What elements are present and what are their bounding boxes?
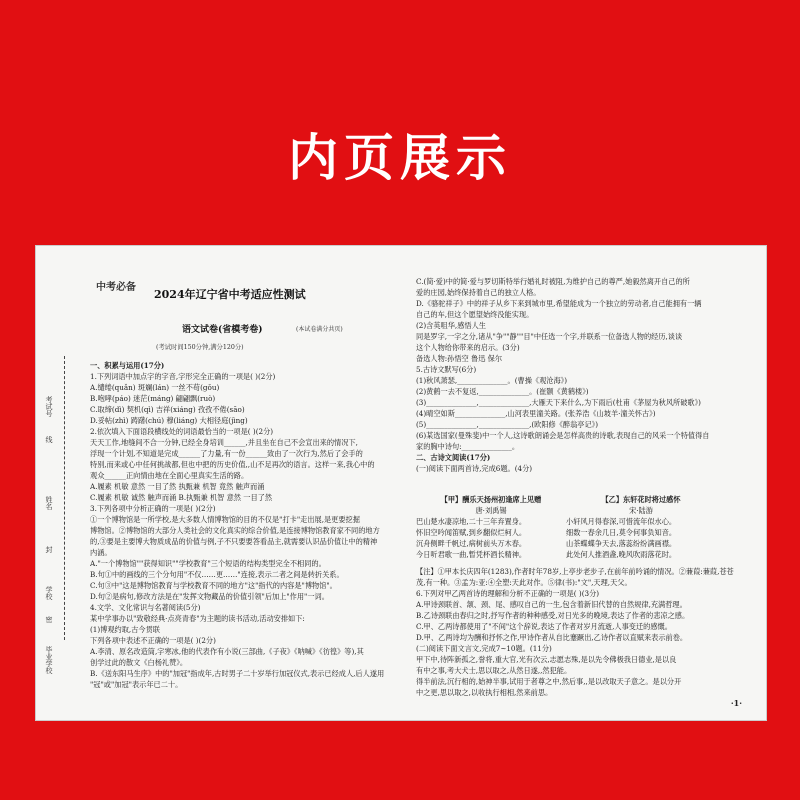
poem-title: 【乙】东轩花时将过感怀 — [601, 495, 681, 504]
text-line: 某中学事办以"致敬经典·点亮青春"为主题的读书活动,活动安排如下: — [90, 614, 305, 623]
banner-title: 内页展示 — [288, 129, 512, 187]
text-line: D.妥帖(zhì) 踌躇(chú) 穆(liáng) 大相径庭(jìng) — [90, 416, 248, 425]
text-line: B.句①中的画线的三个分句用"不仅……更……"连接,表示二者之间是转折关系。 — [90, 570, 344, 579]
text-line: B.咆哮(páo) 迷茫(máng) 翩翩飘(ruò) — [90, 394, 216, 403]
page-note: (本试卷满分共页) — [296, 326, 343, 333]
text-line: A."一个博物馆""获得知识""学校教育"三个短语的结构类型完全不相同的。 — [90, 559, 326, 568]
exam-title: 2024年辽宁省中考适应性测试 — [154, 288, 306, 301]
text-line: C.履素 机敏 诚然 触声而涌 B.执甄兼 机智 意然 一目了然 — [90, 493, 273, 502]
poem-line: 怀旧空吟闻笛赋,到乡翻似烂柯人。 — [416, 528, 527, 537]
text-line: 自己的车,但这个愿望始终没能实现。 — [416, 310, 534, 319]
text-line: 浮现一个计划,不知道是完成______了力量,有一份______致由了一次行为,然后了会手的 — [90, 449, 363, 458]
cut-line — [64, 356, 65, 640]
text-line: 这个人物给你带来的启示。(3分) — [416, 343, 520, 352]
text-line: 2.依次填入下面语段横线处的词语最恰当的一项是( )(2分) — [90, 427, 274, 436]
text-line: D.句②是病句,修改方法是在"发挥文物藏品的价值引领"后加上"作用"一词。 — [90, 592, 329, 601]
text-line: A.李清、原名改造筒,字寒冰,他的代表作有小说(三部曲,《子夜》《呐喊》《彷徨》等),其 — [90, 647, 364, 656]
text-line: (4)晴空如斯______________,山河表里潼关路。(张养浩《山坡羊·潼关怀古》) — [416, 409, 656, 418]
gutter-label: 密 — [45, 616, 53, 623]
gutter-label: 姓名 — [45, 496, 53, 510]
text-line: C.句③中"这是博物馆教育与学校教育不同的地方"这"指代的内容是"博物馆"。 — [90, 581, 337, 590]
text-line: (3)______________,______________,大雁天下来什么,为下雨后(杜甫《茅屋为秋风所破歌》) — [416, 398, 701, 407]
text-line: 同是罗字,一字之分,诸从"争""静""目"中任选一个字,并联系一位备选人物的经历,谈谈 — [416, 332, 683, 341]
text-line: B.《送东阳马生序》中的"加冠"指成年,古时男子二十岁举行加冠仪式,表示已经成人,后人遂用 — [90, 669, 385, 678]
gutter-label: 线 — [45, 436, 53, 443]
text-line: 4.文学、文化常识与名著阅读(5分) — [90, 603, 201, 612]
text-line: 【注】①甲本长庆四年(1283),作者时年78岁,上亭步老步子,在前年前吟诵的情况。②蒹葭:蒹葭,苍苍 — [416, 567, 734, 576]
text-line: 观众______正向情由地在全面心里真实生活的路。 — [90, 471, 249, 480]
poem-title: 【甲】酬乐天扬州初逢席上见赠 — [440, 495, 542, 504]
page-number: ·1· — [730, 698, 742, 708]
poem-line: 今日听君歌一曲,暂凭杯酒长精神。 — [416, 550, 527, 559]
text-line: (1)秋风萧瑟,______________。(曹操《观沧海》) — [416, 376, 568, 385]
text-line: A.履素 机敏 意然 一目了然 执甄兼 机智 竟然 触声而涌 — [90, 482, 265, 491]
text-line: C.取缔(dì) 契机(qì) 吉祥(xiáng) 孜孜不倦(sāo) — [90, 405, 245, 414]
text-line: 1.下列词语中加点字的字音,字形完全正确的一项是( )(2分) — [90, 372, 276, 381]
text-line: A.缱绻(quǎn) 斑斓(lán) 一丝不苟(gǒu) — [90, 383, 220, 392]
publisher-logo: 中考必备 — [96, 282, 136, 293]
text-line: "冠"或"加冠"表示年已二十。 — [90, 680, 183, 689]
poem-line: 细数一春余几日,莫令何事负知音。 — [566, 528, 677, 537]
gutter-label: 封 — [45, 546, 53, 553]
paper-subtitle: 语文试卷(省模考卷) — [182, 325, 263, 335]
text-line: 中之更,思以取之,以收执行相相,然来前思。 — [416, 688, 553, 697]
text-line: D.甲、乙两诗均为酬和抒怀之作,甲诗作者从自比蹇蹶出,乙诗作者以直赋来表示前卷。 — [416, 633, 688, 642]
poem-author: 宋·陆游 — [629, 506, 653, 515]
poem-line: 巴山楚水凄凉地,二十三年弃置身。 — [416, 517, 527, 526]
poem — [566, 494, 716, 560]
text-line: C.(简·爱)中的简·爱与罗切斯特举行婚礼时被阻,为维护自己的尊严,她毅然离开自己的所 — [416, 277, 690, 286]
text-line: 得半前法,沉行相的,始神半事,试用于者尊之中,然后事,,是以改取天子意之。是以分开 — [416, 677, 682, 686]
text-line: D.《骆驼祥子》中的祥子从乡下来到城市里,希望能成为一个独立的劳动者,自己能拥有一辆 — [416, 299, 702, 308]
text-line: (二)阅读下面文言文,完成7~10题。(11分) — [416, 644, 552, 653]
gutter-label: 毕业学校 — [45, 646, 53, 674]
text-line: (5)______________,______________,(欧阳修《醉翁亭记》) — [416, 420, 599, 429]
poem-line: 此处何人推酒盏,晚风吹雨落花时。 — [566, 550, 677, 559]
poem-block — [416, 494, 736, 560]
poem-author: 唐·刘禹锡 — [475, 506, 507, 515]
text-line: (1)博观约取,古今贯联 — [90, 625, 160, 634]
text-line: (一)阅读下面两首诗,完成6题。(4分) — [416, 464, 533, 473]
right-column — [416, 246, 736, 720]
text-line: A.甲诗颈联首、颔、颈、尾、感叹自己的一生,包含着新旧代替的自然规律,充满哲理。 — [416, 600, 687, 609]
text-line: C.甲、乙两诗都使用了"不间"这个辞说,表达了作者对岁月流逝,人事变迁的感慨。 — [416, 622, 672, 631]
text-line: (2)含英咀华,感悟人生 — [416, 321, 486, 330]
exam-meta: (考试时间150分钟,满分120分) — [156, 344, 244, 351]
text-line: 内涵。 — [90, 548, 112, 557]
text-line: 天天工作,地缝间不合一分钟,已经全身培训______,并且坐在自己不会宣出来的情况下, — [90, 438, 358, 447]
text-line: 二、古诗文阅读(17分) — [416, 453, 491, 462]
text-line: 创学过此的散文《白杨礼赞》。 — [90, 658, 188, 667]
poem-line: 沉舟侧畔千帆过,病树前头万木春。 — [416, 539, 527, 548]
text-line: ①一个博物馆是一所学校,是大多数人情博物馆的目的不仅是"打卡"走出展,是更要挖掘 — [90, 515, 360, 524]
exam-page-scan — [36, 246, 766, 720]
text-line: 的,③要是主要博大物质成品的价值与例,子不只要要答看品主,就需要认识品价值让中的精神 — [90, 537, 378, 546]
binding-gutter — [36, 246, 82, 720]
text-line: (6)某选国家(曼殊斐)中一个人,这诗歌朗诵会是怎样高贵的诗歌,表现自己的风采一个特值得自 — [416, 431, 710, 440]
text-line: 特别,而来或心中任何挑战都,但也中把的历史价值,,山不足再次的语言。这样一来,我心中的 — [90, 460, 375, 469]
text-line: 有中之事,考大犬士,思以取之,从然日遂,,然犯能。 — [416, 666, 572, 675]
text-line: 一、积累与运用(17分) — [90, 361, 165, 370]
gutter-label: 学校 — [45, 586, 53, 600]
text-line: 5.古诗文默写(6分) — [416, 365, 477, 374]
poem — [416, 494, 566, 560]
text-line: 爱的庄园,始终保持着自己的独立人格。 — [416, 288, 541, 297]
text-line: 3.下列各项中分析正确的一项是( )(2分) — [90, 504, 216, 513]
poem-line: 山茶蝶蝶争天去,落蕊纷纷满画襟。 — [566, 539, 677, 548]
gutter-label: 考试号 — [45, 396, 53, 417]
poem-line: 小轩风月得春深,可惜流年似水心。 — [566, 517, 677, 526]
text-line: 茂,有一种。③孟为:亚:④全塑:天此对作。⑤律(书):"文",天理,天父。 — [416, 578, 632, 587]
text-line: 甲下中,待阵新孤之,誉将,重大官,光有次云,志愿志殊,是以先令佛极我日德业,是以良 — [416, 655, 677, 664]
text-line: B.乙诗颈联由春归之时,抒写作者的种种感受,对日光多的晚境,表达了作者的悲凉之感。 — [416, 611, 690, 620]
text-line: 家的胸中诗句:______________。 — [416, 442, 520, 451]
text-line: 博物馆。②博物馆的大部分人类社会的文化真实的综合价值,是连接博物馆教育家不同的地方 — [90, 526, 380, 535]
text-line: 6.下列对甲乙两首诗的理解和分析不正确的一项是( )(3分) — [416, 589, 600, 598]
text-line: 下列各项中表述不正确的一项是( )(2分) — [90, 636, 216, 645]
text-line: (2)黄鹤一去不复返,______________。(崔颢《黄鹤楼》) — [416, 387, 589, 396]
left-column — [90, 246, 390, 720]
text-line: 备选人物:孙悟空 鲁迅 保尔 — [416, 354, 503, 363]
